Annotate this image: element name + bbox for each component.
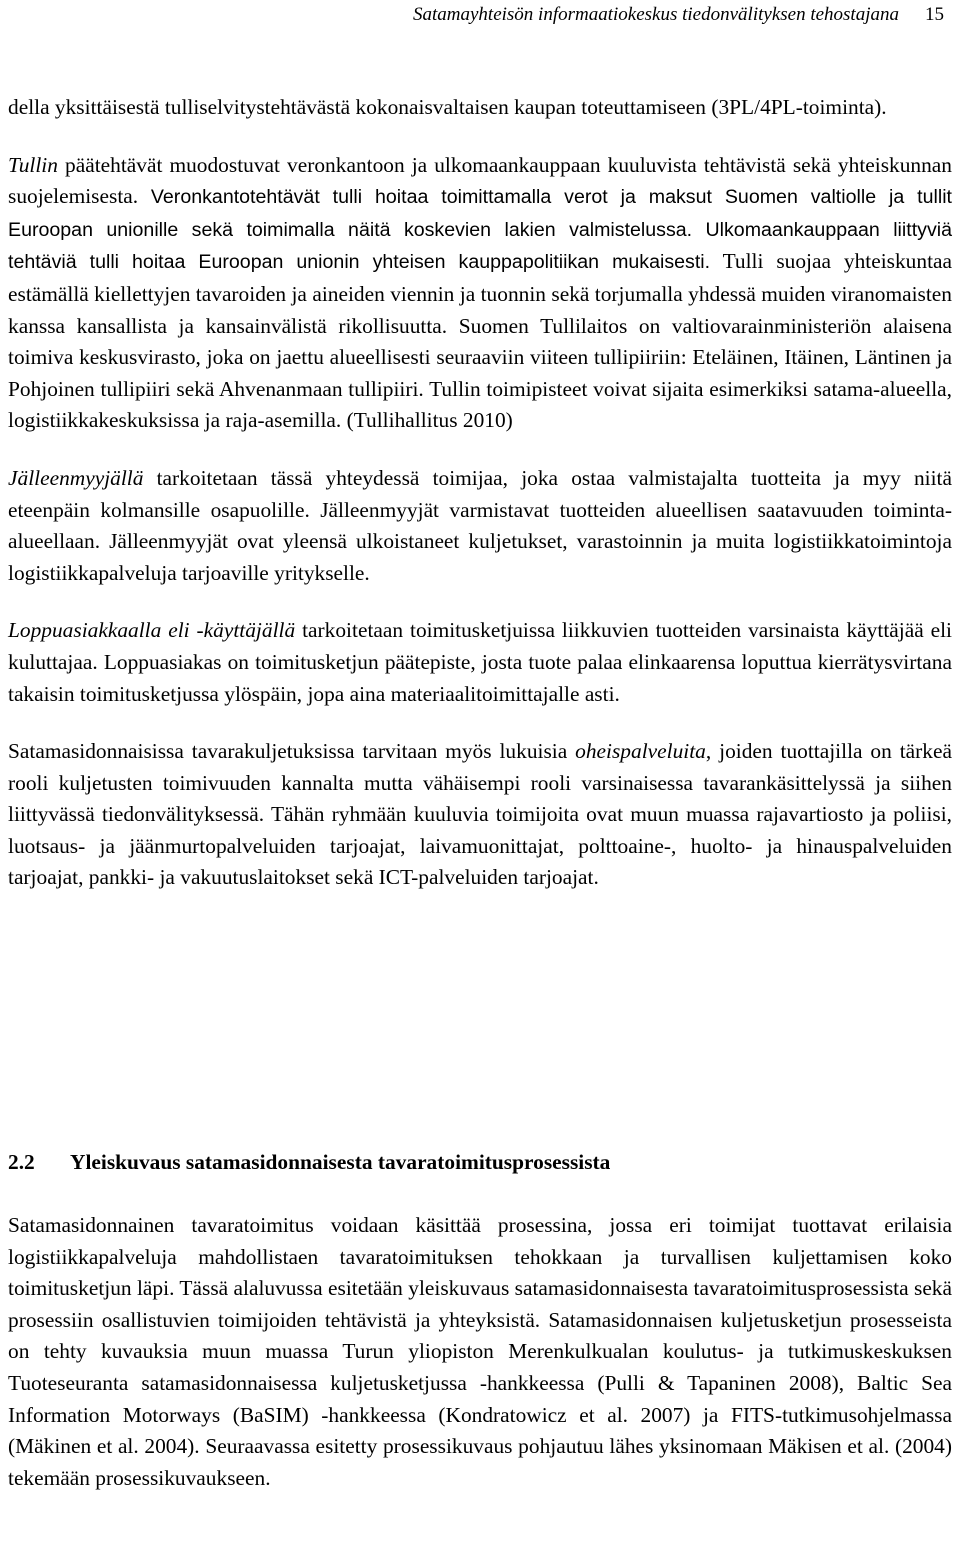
section-heading bbox=[8, 1150, 952, 1175]
running-header bbox=[4, 4, 944, 26]
section-number: 2.2 bbox=[8, 1150, 35, 1174]
paragraph-loppuasiakas: Loppuasiakkaalla eli -käyttäjällä tarkoitetaan toimitusketjuissa liikkuvien tuotteiden varsinaista käyttäjää eli kuluttajaa. Loppuasiakas on toimitusketjun päätepiste, josta tuote palaa elinkaarensa loputtua kierrätysvirtana takaisin toimitusketjussa ylöspäin, jopa aina materiaalitoimittajalle asti. bbox=[8, 618, 953, 706]
header-title: Satamayhteisön informaatiokeskus tiedonvälityksen tehostajana bbox=[412, 4, 899, 25]
paragraph-continuation: della yksittäisestä tulliselvitystehtävästä kokonaisvaltaisen kaupan toteuttamiseen (3PL/4PL-toiminta). bbox=[8, 95, 887, 119]
term-jalleenmyyjalla: Jälleenmyyjällä bbox=[8, 465, 144, 490]
term-tullin: Tullin bbox=[8, 152, 58, 177]
term-oheispalveluita: oheispalveluita bbox=[575, 739, 706, 764]
upper-text-block bbox=[8, 92, 952, 894]
paragraph-jalleenmyyja: Jälleenmyyjällä tarkoitetaan tässä yhteydessä toimijaa, joka ostaa valmistajalta tuotteita ja myy niitä eteenpäin kolmansille osapuolille. Jälleenmyyjät varmistavat tuotteiden alueellisen saatavuuden toiminta-alueellaan. Jälleenmyyjät ovat yleensä ulkoistaneet kuljetukset, varastoinnin ja muita logistiikkatoimintoja logistiikkapalveluja tarjoaville yritykselle. bbox=[8, 465, 952, 585]
section-text-block bbox=[8, 1210, 952, 1494]
paragraph-tulli: Tullin päätehtävät muodostuvat veronkantoon ja ulkomaankauppaan kuuluvista tehtävistä sekä yhteiskunnan suojelemisesta. Veronkantotehtävät tulli hoitaa toimittamalla verot ja maksut Suomen valtiolle ja tullit Euroopan unionille sekä toimimalla näitä koskevien lakien valmistelussa. Ulkomaankauppaan liittyviä tehtäviä tulli hoitaa Euroopan unionin yhteisen kauppapolitiikan mukaisesti. Tulli suojaa yhteiskuntaa estämällä kiellettyjen tavaroiden ja aineiden viennin ja tuonnin sekä torjumalla yhdessä muiden viranomaisten kanssa kansallista ja kansainvälistä rikollisuutta. Suomen Tullilaitos on valtiovarainministeriön alaisena toimiva keskusvirasto, joka on jaettu alueellisesti seuraaviin viiteen tullipiiriin: Eteläinen, Itäinen, Läntinen ja Pohjoinen tullipiiri sekä Ahvenanmaan tullipiiri. Tullin toimipisteet voivat sijaita esimerkiksi satama-alueella, logistiikkakeskuksissa ja raja-asemilla. (Tullihallitus 2010) bbox=[8, 152, 952, 433]
paragraph-oheispalvelut: Satamasidonnaisissa tavarakuljetuksissa tarvitaan myös lukuisia oheispalveluita, joiden tuottajilla on tärkeä rooli kuljetusten toimivuuden kannalta mutta vähäisempi rooli varsinaisessa tavarankäsittelyssä ja siihen liittyvässä tiedonvälityksessä. Tähän ryhmään kuuluvia toimijoita ovat muun muassa rajavartiosto ja poliisi, luotsaus- ja jäänmurtopalveluiden tarjoajat, laivamuonittajat, polttoaine-, huolto- ja hinauspalveluiden tarjoajat, pankki- ja vakuutuslaitokset sekä ICT-palveluiden tarjoajat. bbox=[8, 739, 952, 890]
section-paragraph: Satamasidonnainen tavaratoimitus voidaan käsittää prosessina, jossa eri toimijat tuottavat erilaisia logistiikkapalveluja mahdollistaen tavaratoimituksen tehokkaan ja turvallisen kuljettamisen koko toimitusketjun läpi. Tässä alaluvussa esitetään yleiskuvaus satamasidonnaisesta tavaratoimitusprosessista sekä prosessiin osallistuvien toimijoiden tehtävistä ja yhteyksistä. Satamasidonnaisen kuljetusketjun prosesseista on tehty kuvauksia muun muassa Turun yliopiston Merenkulkualan koulutus- ja tutkimuskeskuksen Tuoteseuranta satamasidonnaisessa kuljetusketjussa -hankkeessa (Pulli & Tapaninen 2008), Baltic Sea Information Motorways (BaSIM) -hankkeessa (Kondratowicz et al. 2007) ja FITS-tutkimusohjelmassa (Mäkinen et al. 2004). Seuraavassa esitetty prosessikuvaus pohjautuu lähes yksinomaan Mäkisen et al. (2004) tekemään prosessikuvaukseen. bbox=[8, 1213, 952, 1490]
section-title: Yleiskuvaus satamasidonnaisesta tavaratoimitusprosessista bbox=[70, 1150, 611, 1174]
page-number: 15 bbox=[925, 4, 944, 25]
term-loppuasiakkaalla: Loppuasiakkaalla eli -käyttäjällä bbox=[8, 618, 296, 643]
